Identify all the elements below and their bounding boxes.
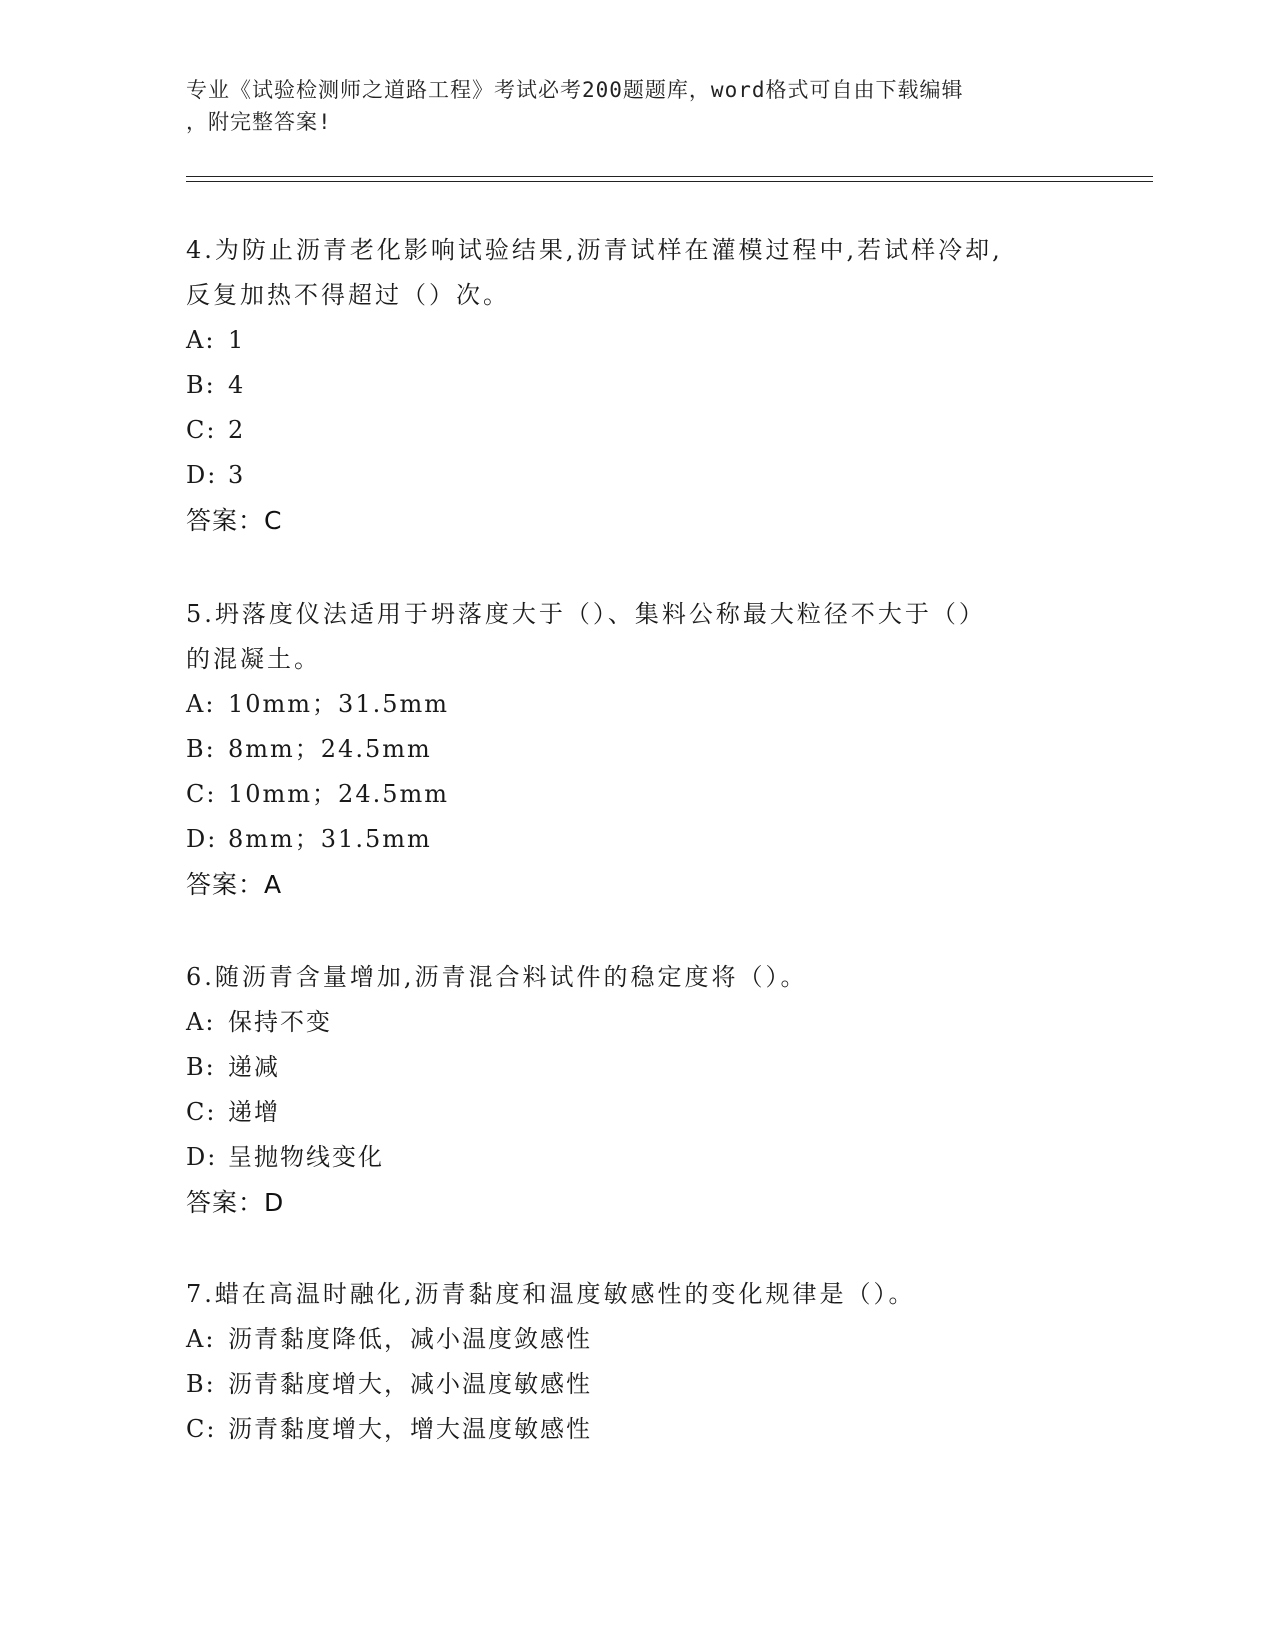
- option-key: A:: [186, 1325, 216, 1353]
- option-key: C:: [186, 780, 217, 808]
- option-key: A:: [186, 690, 216, 718]
- option-text: 递减: [228, 1053, 280, 1081]
- option-text: 沥青黏度降低，减小温度敛感性: [228, 1325, 592, 1353]
- question-block: [186, 228, 1086, 543]
- option-c: [186, 408, 1086, 453]
- option-a: [186, 1000, 1086, 1045]
- option-key: B:: [186, 1370, 216, 1398]
- option-d: [186, 817, 1086, 862]
- option-text: 沥青黏度增大，增大温度敏感性: [228, 1415, 592, 1443]
- option-a: [186, 318, 1086, 363]
- option-c: [186, 772, 1086, 817]
- question-stem-continued: 的混凝土。: [186, 645, 321, 673]
- option-key: A:: [186, 326, 216, 354]
- option-key: B:: [186, 1053, 216, 1081]
- header-line-1: 专业《试验检测师之道路工程》考试必考200题题库，word格式可自由下载编辑: [186, 78, 964, 102]
- option-text: 10mm；24.5mm: [228, 780, 450, 808]
- option-text: 3: [228, 461, 246, 489]
- option-b: [186, 363, 1086, 408]
- option-text: 8mm；24.5mm: [228, 735, 432, 763]
- option-b: [186, 1045, 1086, 1090]
- option-key: C:: [186, 416, 217, 444]
- option-text: 保持不变: [228, 1008, 332, 1036]
- document-header: [186, 74, 1086, 138]
- question-stem: 7.蜡在高温时融化,沥青黏度和温度敏感性的变化规律是（）。: [186, 1280, 916, 1308]
- question-stem: 6.随沥青含量增加,沥青混合料试件的稳定度将（）。: [186, 963, 808, 991]
- header-divider-top: [186, 176, 1153, 177]
- answer-line: 答案：D: [186, 1188, 285, 1217]
- answer-line: 答案：C: [186, 506, 283, 535]
- option-c: [186, 1090, 1086, 1135]
- option-key: C:: [186, 1415, 217, 1443]
- option-text: 8mm；31.5mm: [228, 825, 432, 853]
- question-block: [186, 1272, 1086, 1452]
- option-text: 递增: [228, 1098, 280, 1126]
- header-line-2: ，附完整答案!: [186, 110, 332, 134]
- question-stem-continued: 反复加热不得超过（）次。: [186, 281, 510, 309]
- option-key: D:: [186, 825, 218, 853]
- option-d: [186, 1135, 1086, 1180]
- option-text: 1: [228, 326, 246, 354]
- option-d: [186, 453, 1086, 498]
- option-text: 沥青黏度增大，减小温度敏感性: [228, 1370, 592, 1398]
- option-text: 2: [228, 416, 246, 444]
- option-key: D:: [186, 461, 218, 489]
- header-divider-bottom: [186, 181, 1153, 182]
- question-block: [186, 592, 1086, 907]
- option-key: B:: [186, 371, 216, 399]
- option-b: [186, 1362, 1086, 1407]
- question-block: [186, 955, 1086, 1225]
- option-key: D:: [186, 1143, 218, 1171]
- option-text: 10mm；31.5mm: [228, 690, 450, 718]
- option-a: [186, 1317, 1086, 1362]
- option-key: A:: [186, 1008, 216, 1036]
- answer-line: 答案：A: [186, 870, 283, 899]
- question-stem: 4.为防止沥青老化影响试验结果,沥青试样在灌模过程中,若试样冷却,: [186, 236, 1003, 264]
- option-text: 4: [228, 371, 246, 399]
- option-b: [186, 727, 1086, 772]
- option-key: C:: [186, 1098, 217, 1126]
- option-a: [186, 682, 1086, 727]
- question-stem: 5.坍落度仪法适用于坍落度大于（）、集料公称最大粒径不大于（）: [186, 600, 986, 628]
- option-c: [186, 1407, 1086, 1452]
- option-text: 呈抛物线变化: [228, 1143, 384, 1171]
- option-key: B:: [186, 735, 216, 763]
